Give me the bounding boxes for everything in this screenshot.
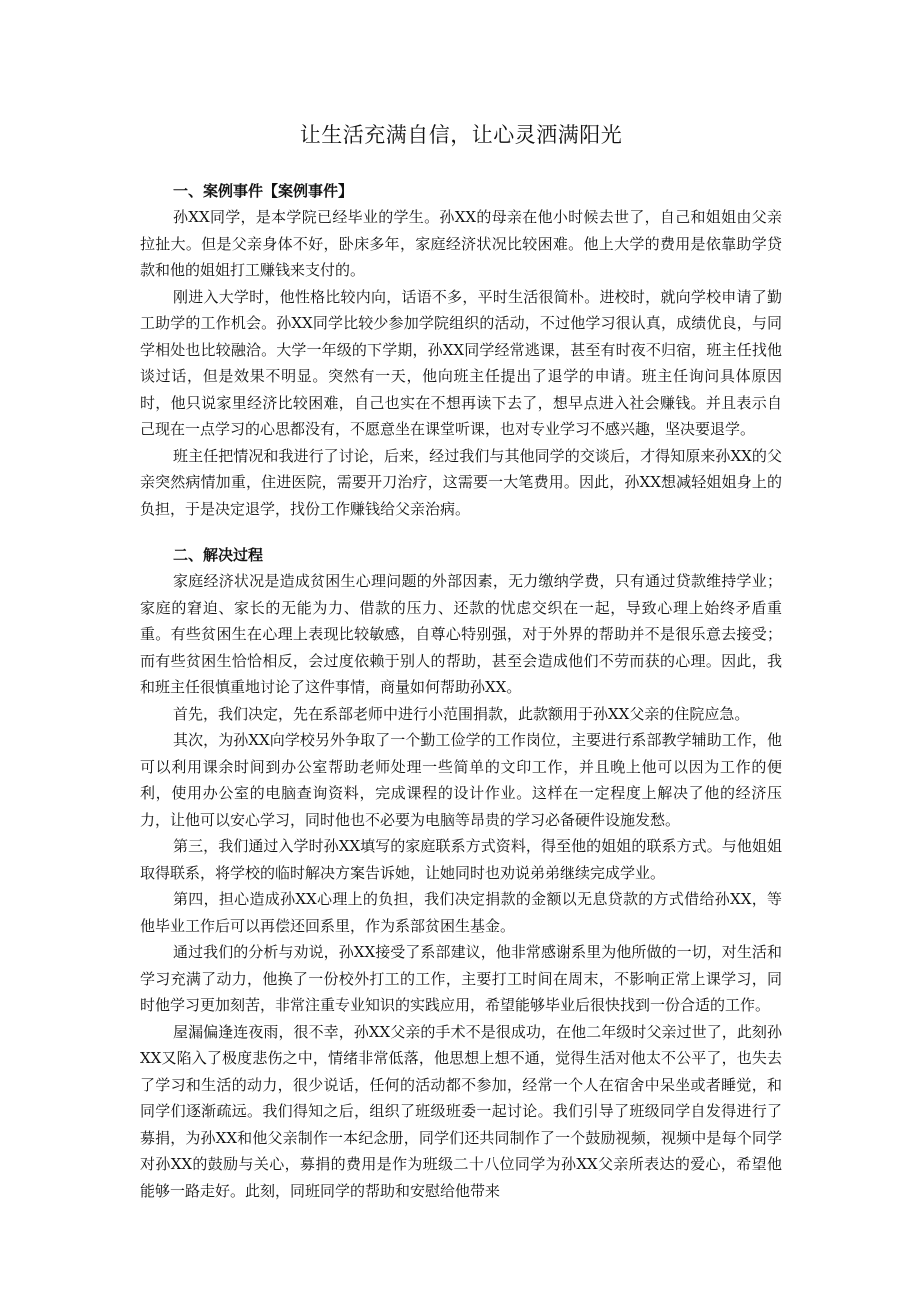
paragraph: 屋漏偏逢连夜雨，很不幸，孙XX父亲的手术不是很成功，在他二年级时父亲过世了，此刻孙XX又陷入了极度悲伤之中，情绪非常低落，他思想上想不通，觉得生活对他太不公平了，也失去了学习和生活的动力，很少说话，任何的活动都不参加，经常一个人在宿舍中呆坐或者睡觉，和同学们逐渐疏远。我们得知之后，组织了班级班委一起讨论。我们引导了班级同学自发得进行了募捐，为孙XX和他父亲制作一本纪念册，同学们还共同制作了一个鼓励视频，视频中是每个同学对孙XX的鼓励与关心，募捐的费用是作为班级二十八位同学为孙XX父亲所表达的爱心，希望他能够一路走好。此刻，同班同学的帮助和安慰给他带来 [140,1022,782,1200]
paragraph: 通过我们的分析与劝说，孙XX接受了系部建议，他非常感谢系里为他所做的一切，对生活和学习充满了动力，他换了一份校外打工的工作，主要打工时间在周末，不影响正常上课学习，同时他学习更加刻苦，非常注重专业知识的实践应用，希望能够毕业后很快找到一份合适的工作。 [140,943,782,1014]
paragraph: 刚进入大学时，他性格比较内向，话语不多，平时生活很简朴。进校时，就向学校申请了勤工助学的工作机会。孙XX同学比较少参加学院组织的活动，不过他学习很认真，成绩优良，与同学相处也比较融洽。大学一年级的下学期，孙XX同学经常逃课，甚至有时夜不归宿，班主任找他谈过话，但是效果不明显。突然有一天，他向班主任提出了退学的申请。班主任询问具体原因时，他只说家里经济比较困难，自己也实在不想再读下去了，想早点进入社会赚钱。并且表示自己现在一点学习的心思都没有，不愿意坐在课堂听课，也对专业学习不感兴趣，坚决要退学。 [140,287,782,438]
paragraph: 班主任把情况和我进行了讨论，后来，经过我们与其他同学的交谈后，才得知原来孙XX的父亲突然病情加重，住进医院，需要开刀治疗，这需要一大笔费用。因此，孙XX想减轻姐姐身上的负担，于是决定退学，找份工作赚钱给父亲治病。 [140,446,782,518]
section-heading-case-event: 一、案例事件【案例事件】 [173,182,354,200]
document-title: 让生活充满自信，让心灵洒满阳光 [299,123,623,147]
document-page [140,0,782,1204]
paragraph: 第四，担心造成孙XX心理上的负担，我们决定捐款的金额以无息贷款的方式借给孙XX，等他毕业工作后可以再偿还回系里，作为系部贫困生基金。 [140,890,782,935]
paragraph: 第三，我们通过入学时孙XX填写的家庭联系方式资料，得至他的姐姐的联系方式。与他姐姐取得联系，将学校的临时解决方案告诉她，让她同时也劝说弟弟继续完成学业。 [140,837,782,882]
section-heading-solution-process: 二、解决过程 [173,546,264,564]
paragraph: 家庭经济状况是造成贫困生心理问题的外部因素，无力缴纳学费，只有通过贷款维持学业；家庭的窘迫、家长的无能为力、借款的压力、还款的忧虑交织在一起，导致心理上始终矛盾重重。有些贫困生在心理上表现比较敏感，自尊心特别强，对于外界的帮助并不是很乐意去接受；而有些贫困生恰恰相反，会过度依赖于别人的帮助，甚至会造成他们不劳而获的心理。因此，我和班主任很慎重地讨论了这件事情，商量如何帮助孙XX。 [140,572,782,696]
paragraph: 孙XX同学，是本学院已经毕业的学生。孙XX的母亲在他小时候去世了，自己和姐姐由父亲拉扯大。但是父亲身体不好，卧床多年，家庭经济状况比较困难。他上大学的费用是依靠助学贷款和他的姐姐打工赚钱来支付的。 [140,208,782,279]
paragraph: 其次，为孙XX向学校另外争取了一个勤工俭学的工作岗位，主要进行系部教学辅助工作，他可以利用课余时间到办公室帮助老师处理一些简单的文印工作，并且晚上他可以因为工作的便利，使用办公室的电脑查询资料，完成课程的设计作业。这样在一定程度上解决了他的经济压力，让他可以安心学习，同时他也不必要为电脑等昂贵的学习必备硬件设施发愁。 [140,731,782,829]
paragraph: 首先，我们决定，先在系部老师中进行小范围捐款，此款额用于孙XX父亲的住院应急。 [173,704,750,723]
